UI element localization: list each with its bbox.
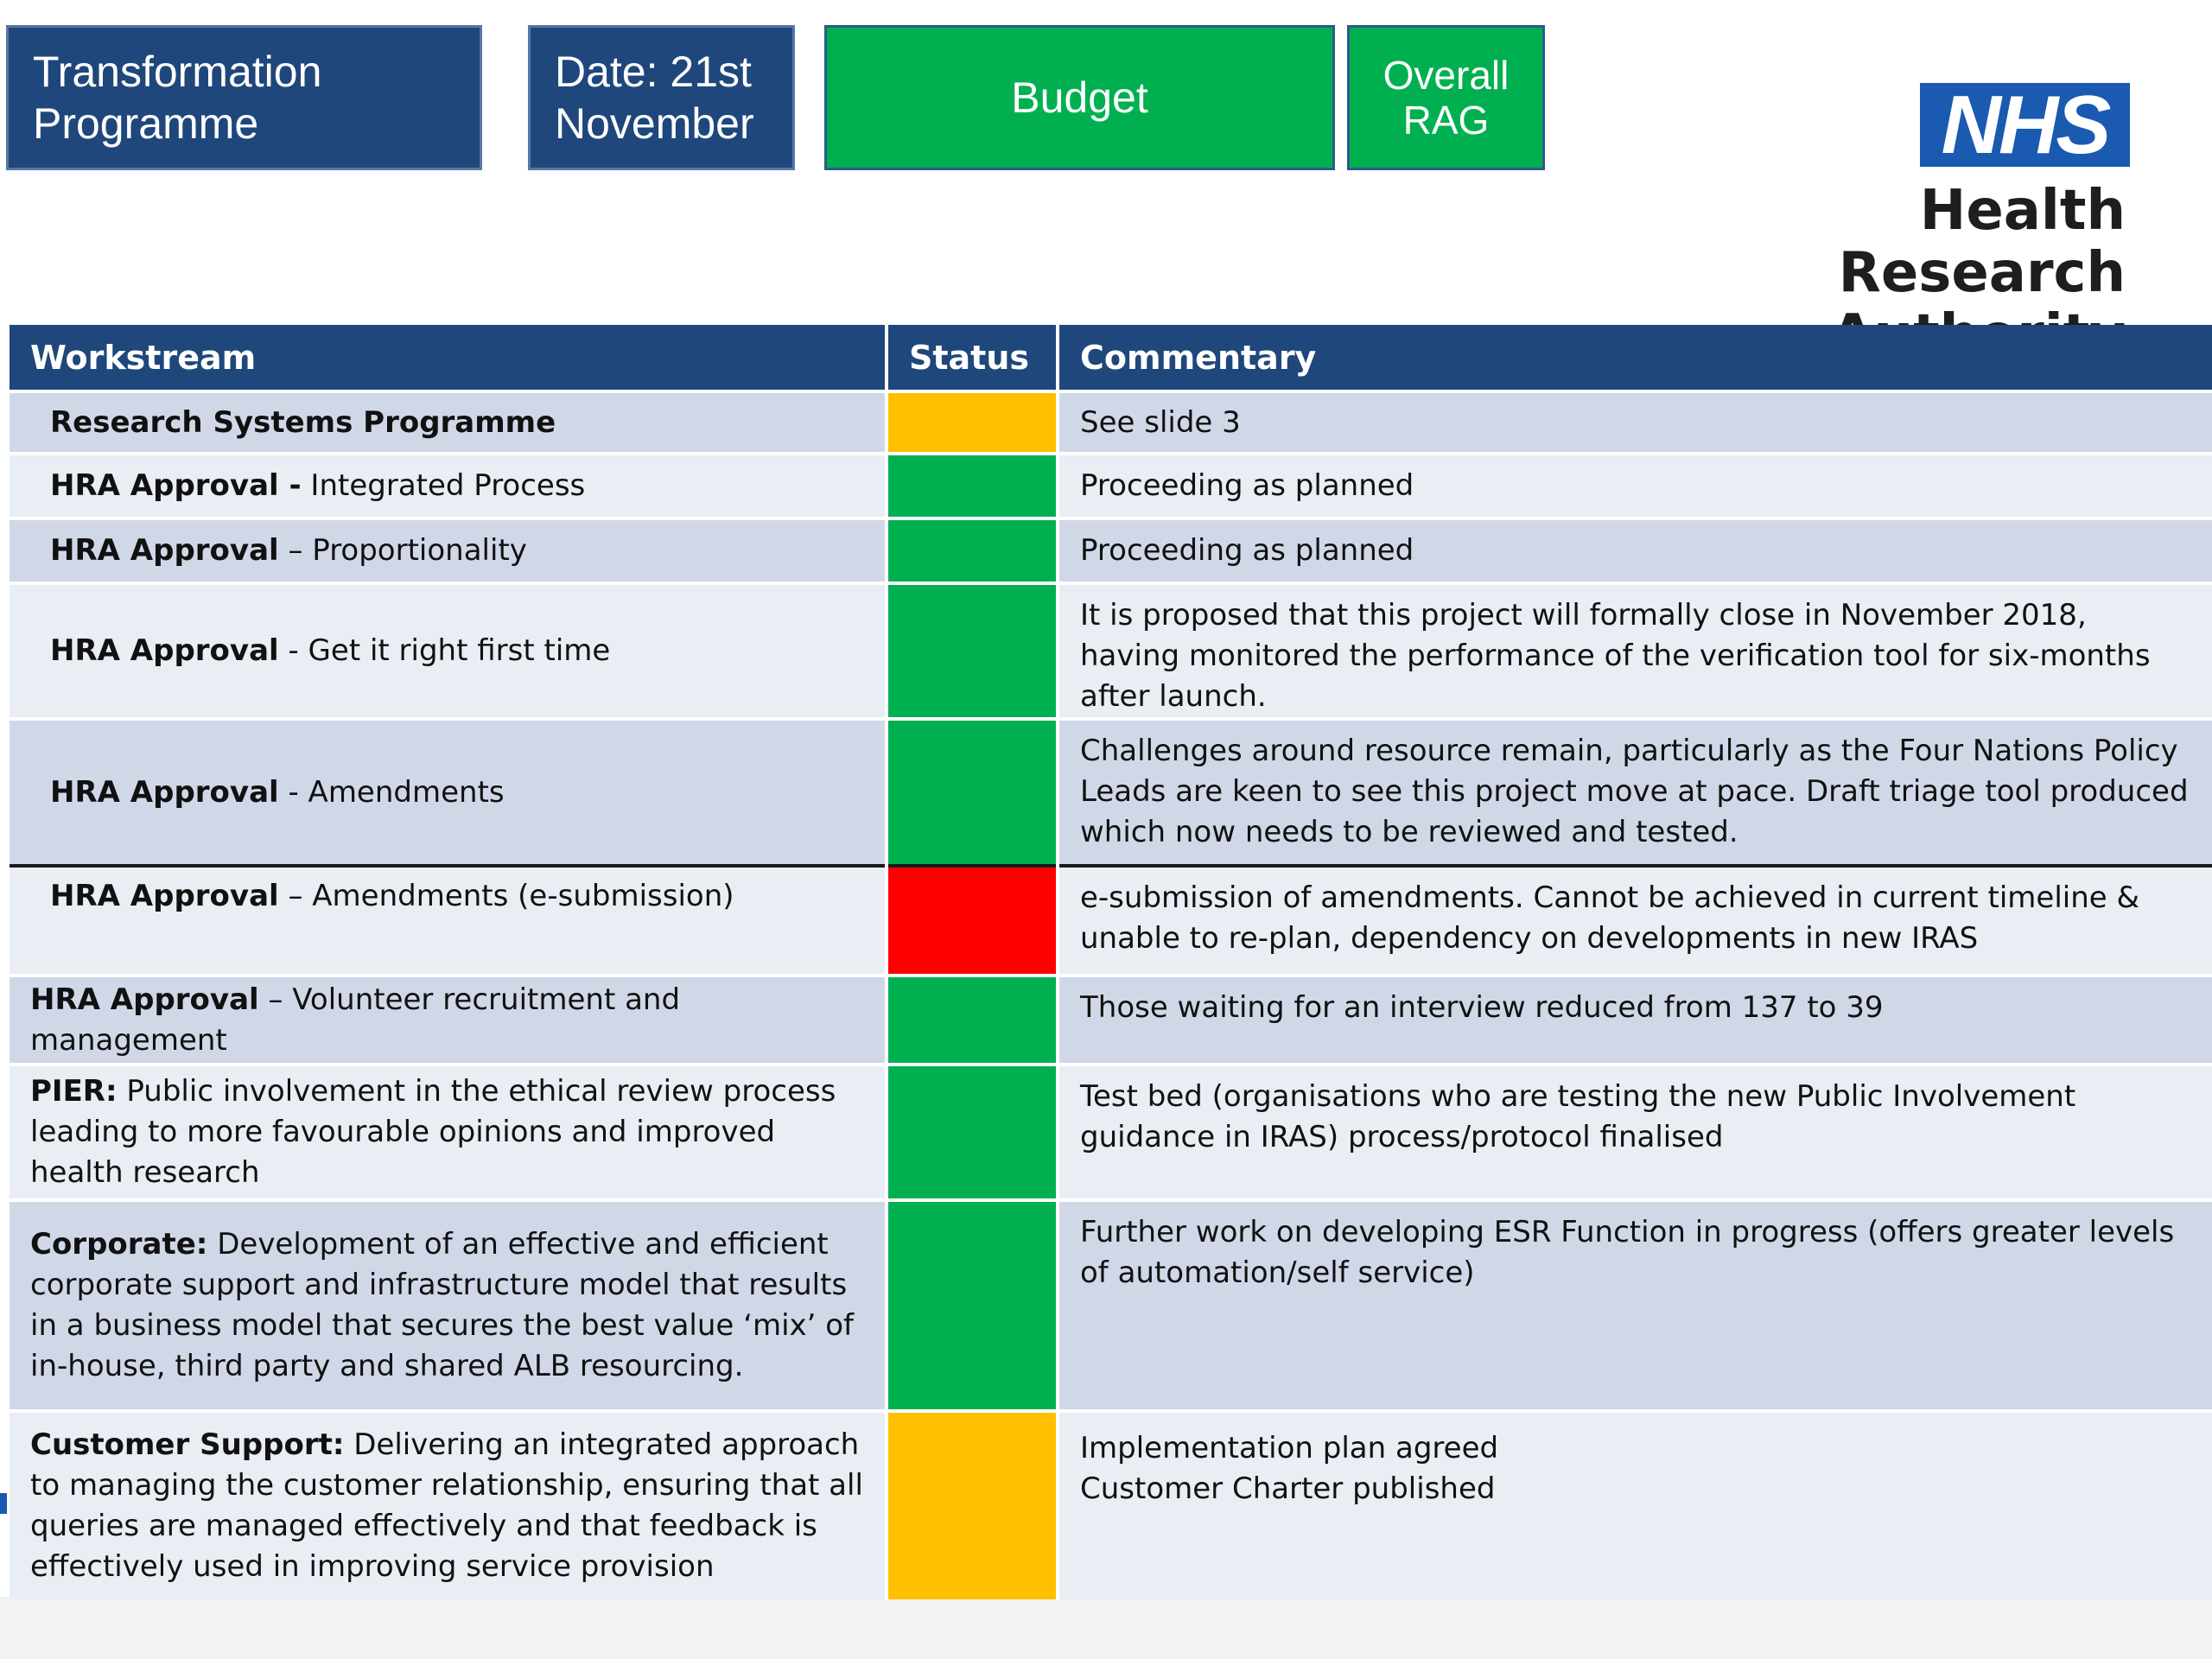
status-amber [887,391,1058,454]
workstream-cell [10,1065,887,1200]
commentary-cell: See slide 3 [1058,391,2212,454]
status-green [887,518,1058,583]
status-green [887,1200,1058,1411]
workstream-name: Research Systems Programme [50,404,556,440]
nhs-hra-logo [1676,79,2126,316]
workstream-name: HRA Approval [50,774,279,810]
table-row [10,1411,2212,1599]
programme-title-box [6,25,482,170]
status-green [887,976,1058,1065]
status-green [887,719,1058,866]
table-header-row [10,325,2212,391]
workstream-name: PIER: [30,1074,118,1109]
workstream-name: Customer Support: [30,1427,345,1462]
commentary-cell: Test bed (organisations who are testing the new Public Involvement guidance in IRAS) process/protocol finalised [1058,1065,2212,1200]
edge-marker [0,1493,7,1514]
workstream-detail: Development of an effective and efficient corporate support and infrastructure model that results in a business model that secures the best value ‘mix’ of in-house, third party and shared ALB resourcing. [30,1227,855,1383]
table-row [10,1200,2212,1411]
workstream-cell [10,454,887,518]
commentary-cell: Further work on developing ESR Function in progress (offers greater levels of automation/self service) [1058,1200,2212,1411]
table-row [10,976,2212,1065]
commentary-cell: Challenges around resource remain, particularly as the Four Nations Policy Leads are keen to see this project move at pace. Draft triage tool produced which now needs to be reviewed and tested. [1058,719,2212,866]
table-row [10,719,2212,866]
report-date: Date: 21st November [555,48,754,148]
table-row [10,1065,2212,1200]
commentary-cell: Proceeding as planned [1058,518,2212,583]
workstream-name: HRA Approval - [50,468,302,503]
workstream-name: HRA Approval [50,533,279,568]
status-green [887,1065,1058,1200]
commentary-cell: e-submission of amendments. Cannot be achieved in current timeline & unable to re-plan, dependency on developments in new IRAS [1058,866,2212,976]
status-green [887,454,1058,518]
table-row [10,866,2212,976]
status-green [887,583,1058,719]
table-row [10,391,2212,454]
overall-rag-label: Overall RAG [1382,53,1510,143]
column-header-commentary: Commentary [1058,325,2212,391]
workstream-cell [10,719,887,866]
workstream-name: HRA Approval [50,879,279,913]
column-header-workstream: Workstream [10,325,887,391]
table-row [10,583,2212,719]
column-header-status: Status [887,325,1058,391]
workstream-detail: Delivering an integrated approach to managing the customer relationship, ensuring that all queries are managed effectively and that feedback is effectively used in improving service provision [30,1427,863,1584]
workstream-detail: - Get it right first time [278,633,611,668]
nhs-logo-badge: NHS [1920,83,2130,167]
workstream-name: HRA Approval [30,982,259,1017]
workstream-cell [10,1411,887,1599]
workstream-cell [10,391,887,454]
workstream-name: HRA Approval [50,633,279,668]
budget-status-box [824,25,1335,170]
workstream-detail: – Amendments (e-submission) [278,879,734,913]
table-row [10,518,2212,583]
commentary-cell: It is proposed that this project will formally close in November 2018, having monitored the performance of the verification tool for six-months after launch. [1058,583,2212,719]
workstream-detail: – Proportionality [278,533,527,568]
workstream-detail: Public involvement in the ethical review process leading to more favourable opinions and improved health research [30,1074,836,1190]
budget-label: Budget [1011,73,1148,122]
workstream-detail: - Amendments [278,774,505,810]
commentary-cell: Those waiting for an interview reduced from 137 to 39 [1058,976,2212,1065]
programme-title: Transformation Programme [33,48,322,148]
workstream-cell [10,976,887,1065]
overall-rag-box [1347,25,1545,170]
slide-footer-strip [0,1597,2212,1659]
workstream-cell [10,1200,887,1411]
workstream-name: Corporate: [30,1227,208,1262]
workstream-status-table [10,325,2212,1599]
commentary-cell: Implementation plan agreed Customer Charter published [1058,1411,2212,1599]
workstream-detail: – Volunteer recruitment and management [30,982,681,1058]
status-red [887,866,1058,976]
workstream-cell [10,518,887,583]
status-amber [887,1411,1058,1599]
table-row [10,454,2212,518]
date-box [528,25,795,170]
commentary-cell: Proceeding as planned [1058,454,2212,518]
organisation-name: Health Research [1838,179,2126,305]
workstream-cell [10,866,887,976]
workstream-cell [10,583,887,719]
workstream-detail: Integrated Process [301,468,586,503]
